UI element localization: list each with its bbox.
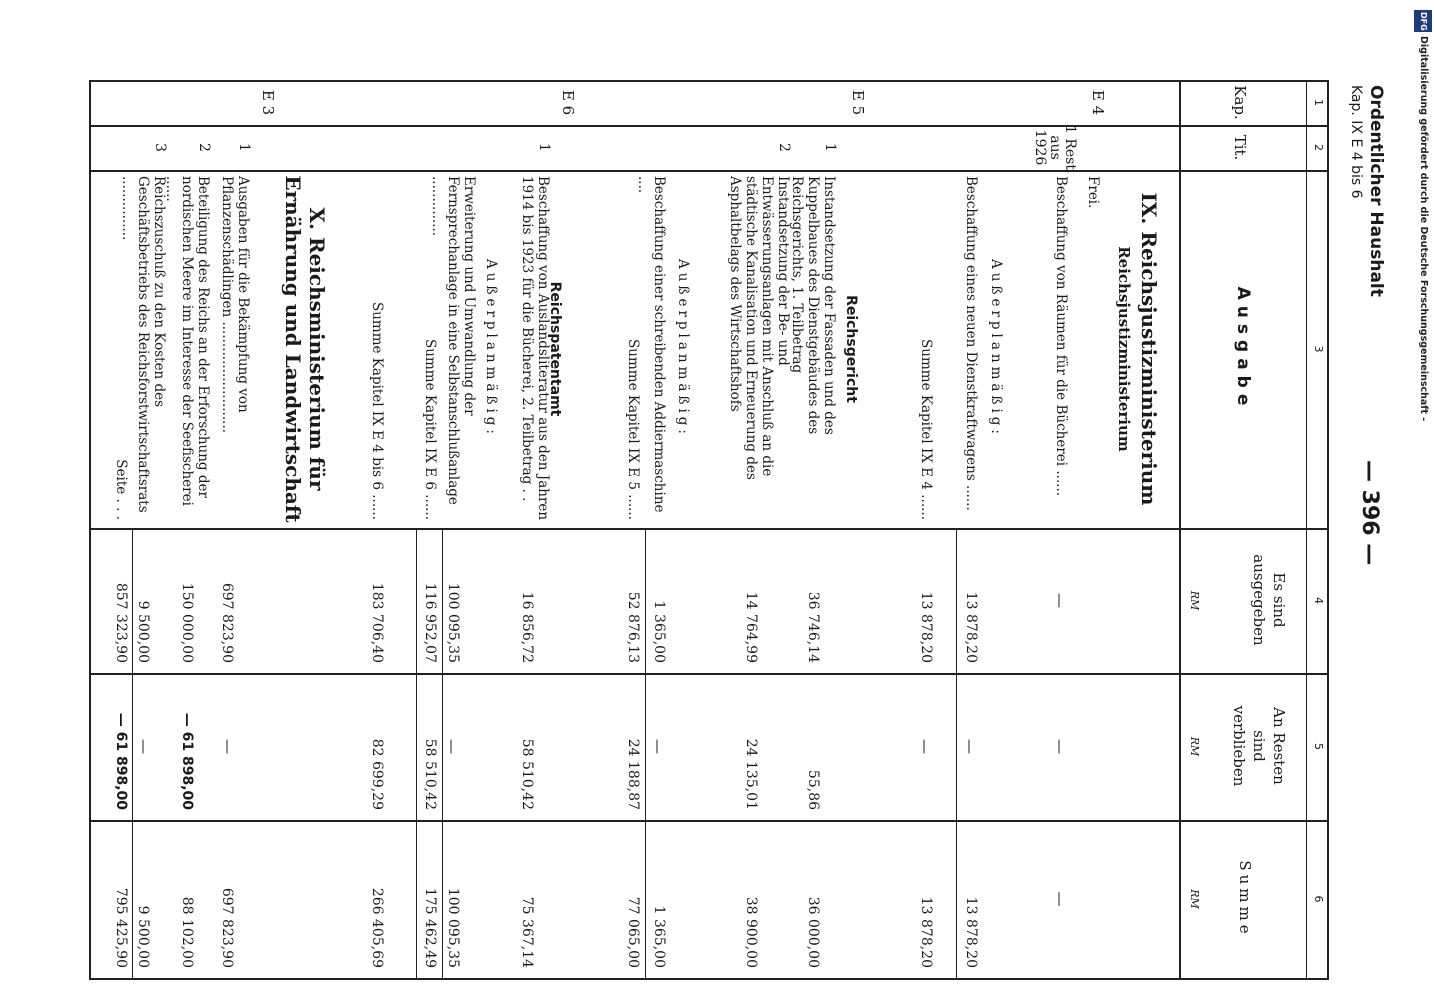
e6-heading: Reichspatentamt	[547, 281, 563, 417]
col-header-tit: Tit.	[1231, 134, 1249, 161]
e4-sum-rule	[956, 528, 957, 978]
e6-sum-res: 58 510,42	[422, 738, 438, 810]
e6-total-sum: 266 405,69	[369, 887, 385, 968]
col-header-ausgegeben: Es sind ausgegeben	[1250, 554, 1288, 646]
colnum-1: 1	[1312, 99, 1325, 106]
e6-r2-res: —	[443, 739, 461, 754]
e3-seite-text: Seite . . .	[113, 459, 129, 520]
e4-r1-text: Beschaffung von Räumen für die Bücherei ......	[1053, 176, 1069, 497]
e6-r2-text: Erweiterung und Umwandlung der Fernsprechanlage in eine Selbstanschlußanlage ..............	[429, 176, 477, 505]
e5-sum-sum: 77 065,00	[625, 896, 641, 968]
e3-r1-res: —	[219, 739, 237, 754]
colnum-5: 5	[1312, 743, 1325, 750]
col-line-1	[89, 125, 1329, 127]
e3-r3-aus: 9 500,00	[135, 600, 151, 663]
col-header-resten: An Resten sind verblieben	[1230, 705, 1288, 787]
watermark-text: Digitalisierung gefördert durch die Deutsche Forschungsgemeinschaft -	[1418, 36, 1429, 422]
e6-r1-sum: 75 367,14	[519, 896, 535, 968]
e3-r3-tit: 3	[152, 143, 168, 152]
col-line-3	[89, 528, 1329, 530]
running-head: Ordentlicher Haushalt	[1366, 85, 1386, 297]
e6-total-text: Summe Kapitel IX E 4 bis 6 ......	[369, 301, 385, 520]
e3-seite-sum: 795 425,90	[113, 887, 129, 968]
e5-r2-tit: 2	[776, 143, 792, 152]
e6-total-aus: 183 706,40	[369, 582, 385, 663]
col-line-4	[89, 673, 1329, 675]
e5-r2-text: Instandsetzung der Be- und Entwässerungsanlagen mit Anschluß an die städtische Kanalisation und Erneuerung des Asphaltbelags des Wirtschaftshofs	[727, 176, 791, 480]
unit-resten: RM	[1188, 736, 1201, 757]
e3-r2-tit: 2	[196, 143, 212, 152]
e5-sum-aus: 52 876,13	[625, 591, 641, 663]
ministry-ix-subtitle: Reichsjustizministerium	[1115, 246, 1133, 452]
e5-r3-aus: 1 365,00	[651, 600, 667, 663]
e5-r3-sum: 1 365,00	[651, 905, 667, 968]
e6-sum-sum: 175 462,49	[422, 887, 438, 968]
e5-sum-res: 24 188,87	[625, 738, 641, 810]
e3-r3-res: —	[135, 739, 153, 754]
e3-r2-sum: 88 102,00	[179, 896, 195, 968]
e6-sum-rule	[442, 528, 443, 978]
e5-r1-res: 55,86	[805, 769, 821, 810]
col-header-ausgabe: Ausgabe	[1233, 286, 1253, 412]
e5-r1-sum: 36 000,00	[805, 896, 821, 968]
e6-r1-text: Beschaffung von Auslandsliteratur aus den Jahren 1914 bis 1923 für die Bücherei, 2. Teilbetrag . .	[519, 176, 551, 521]
e3-r3-sum: 9 500,00	[135, 905, 151, 968]
table-bottom-rule	[89, 80, 91, 980]
e4-r2-res: —	[961, 739, 979, 754]
budget-table	[89, 80, 1329, 980]
e5-r2-aus: 14 764,99	[743, 591, 759, 663]
ministry-ix-title: IX. Reichsjustizministerium	[1137, 192, 1161, 506]
e6-r1-tit: 1	[536, 143, 552, 152]
e4-r2-sum: 13 878,20	[963, 896, 979, 968]
kap-e6: E 6	[559, 89, 577, 116]
e3-r2-aus: 150 000,00	[179, 582, 195, 663]
colnum-2: 2	[1312, 144, 1325, 151]
e5-r1-aus: 36 746,14	[805, 591, 821, 663]
colnum-3: 3	[1312, 345, 1325, 353]
header-rule	[1179, 80, 1181, 980]
e6-sum-text: Summe Kapitel IX E 6 ......	[422, 339, 438, 520]
e3-r1-text: Ausgaben für die Bekämpfung von Pflanzenschädlingen ..........................	[219, 176, 251, 434]
e5-sum-rule	[645, 528, 646, 978]
e4-sum-sum: 13 878,20	[918, 896, 934, 968]
unit-summe: RM	[1188, 889, 1201, 909]
e3-r2-res: — 61 898,00	[179, 712, 195, 810]
e6-sum-aus: 116 952,07	[422, 582, 438, 663]
e6-total-rule	[416, 528, 417, 978]
col-header-summe: Summe	[1236, 860, 1254, 938]
e3-r3-text: Reichszuschuß zu den Kosten des Geschäftsbetriebs des Reichsforstwirtschaftsrats ...............	[119, 176, 167, 513]
e3-r1-aus: 697 823,90	[219, 582, 235, 663]
e3-seite-rule	[132, 528, 133, 978]
e4-r2-aus: 13 878,20	[963, 591, 979, 663]
e5-r1-tit: 1	[822, 143, 838, 152]
col-line-5	[89, 820, 1329, 822]
colnum-4: 4	[1312, 597, 1325, 604]
e3-seite-res: — 61 898,00	[113, 712, 129, 810]
ministry-x-title: X. Reichsministerium für Ernährung und Landwirtschaft	[281, 175, 329, 523]
e5-r1-text: Instandsetzung der Fassaden und des Kuppelbaues des Dienstgebäudes des Reichsgerichts, 1. Teilbetrag	[789, 176, 837, 435]
kap-e4: E 4	[1089, 89, 1107, 116]
e5-ausser-label: Außerplanmäßig:	[675, 259, 691, 438]
e4-ausser-label: Außerplanmäßig:	[988, 259, 1004, 438]
running-subhead: Kap. IX E 4 bis 6	[1348, 85, 1364, 199]
e5-r2-sum: 38 900,00	[743, 896, 759, 968]
e6-r1-res: 58 510,42	[519, 738, 535, 810]
e4-sum-aus: 13 878,20	[918, 591, 934, 663]
e5-heading: Reichsgericht	[843, 295, 859, 403]
e4-r1-tit: 1 Rest aus 1926	[1032, 125, 1078, 170]
e5-r2-res: 24 135,01	[743, 738, 759, 810]
e6-total-res: 82 699,29	[369, 738, 385, 810]
e4-frei: Frei.	[1085, 176, 1101, 209]
e3-seite-aus: 857 323,90	[113, 582, 129, 663]
e3-r1-sum: 697 823,90	[219, 887, 235, 968]
page-number: — 396 —	[1357, 460, 1382, 566]
e3-r2-text: Beteiligung des Reichs an der Erforschung der nordischen Meere im Interesse der Seefischerei ......	[163, 176, 211, 506]
col-line-6	[89, 978, 1329, 980]
colnum-6: 6	[1312, 895, 1325, 903]
e4-sum-text: Summe Kapitel IX E 4 ......	[918, 339, 934, 520]
e4-r2-text: Beschaffung eines neuen Dienstkraftwagens ......	[963, 176, 979, 511]
e5-sum-text: Summe Kapitel IX E 5 ......	[625, 339, 641, 520]
dfg-logo: DFG	[1414, 10, 1432, 32]
e6-ausser-label: Außerplanmäßig:	[483, 259, 499, 438]
e4-sum-res: —	[916, 739, 934, 754]
e6-r2-sum: 100 095,35	[445, 887, 461, 968]
e5-r3-res: —	[649, 739, 667, 754]
e4-r1-sum: —	[1051, 891, 1069, 907]
e4-r1-aus: —	[1051, 593, 1069, 608]
unit-ausgegeben: RM	[1188, 590, 1201, 611]
kap-e3: E 3	[259, 89, 277, 116]
kap-e5: E 5	[849, 89, 867, 116]
col-header-kap: Kap.	[1231, 85, 1249, 120]
e6-r2-aus: 100 095,35	[445, 582, 461, 663]
e5-r3-text: Beschaffung einer schreibenden Addiermaschine ....	[635, 176, 667, 513]
e6-r1-aus: 16 856,72	[519, 591, 535, 663]
e4-r1-res: —	[1051, 739, 1069, 754]
e3-r1-tit: 1	[236, 143, 252, 152]
